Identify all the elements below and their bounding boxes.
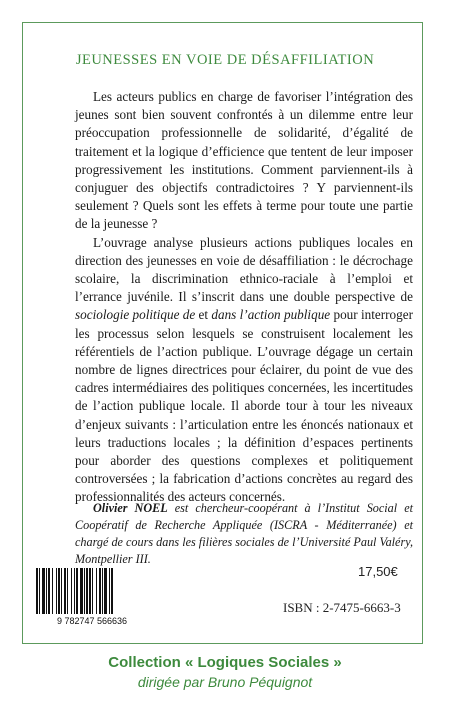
- barcode-number: 9 782747 566636: [56, 616, 128, 626]
- barcode-bar: [96, 568, 97, 614]
- collection-director: dirigée par Bruno Péquignot: [137, 674, 313, 690]
- book-title: JEUNESSES EN VOIE DE DÉSAFFILIATION: [75, 52, 375, 68]
- barcode-bar: [71, 568, 72, 614]
- barcode-bar: [76, 568, 78, 614]
- barcode-bar: [36, 568, 38, 614]
- barcode-bar: [42, 568, 45, 614]
- barcode-bar: [99, 568, 101, 614]
- analysis-text-3: pour interroger les processus selon lesquels se construisent localement les référentiels de l’action publique. L’ouvrage dégage un certain nombre de lignes directrices pour éclairer, du point de vue des cadres intermédiaires des politiques concernées, les incertitudes de l’action publique locale. Il aborde tour à tour les niveaux d’enjeux suivants : l’articulation entre les énoncés nationaux et leurs traductions locales ; la définition d’espaces pertinents pour aborder des questions complexes et politiquement controversées ; la fabrication d’actions concrètes au regard des professionnalités des acteurs concernés.: [75, 307, 413, 505]
- analysis-text-2: et: [195, 307, 212, 323]
- barcode-bar: [67, 568, 68, 614]
- barcode-bar: [86, 568, 88, 614]
- barcode-bar: [64, 568, 66, 614]
- isbn: ISBN : 2-7475-6663-3: [283, 600, 401, 615]
- barcode-bar: [92, 568, 93, 614]
- barcode-bar: [102, 568, 103, 614]
- barcode-bar: [39, 568, 40, 614]
- barcode-bars: [36, 568, 113, 614]
- back-cover-text: [75, 88, 413, 507]
- barcode-bar: [61, 568, 62, 614]
- barcode-bar: [56, 568, 57, 614]
- analysis-italic-2: dans l’action publique: [211, 307, 331, 323]
- paragraph-intro: Les acteurs publics en charge de favoriser l’intégration des jeunes sont bien souvent confrontés à un dilemme entre leur préoccupation professionnelle de solidarité, d’égalité de traitement et la logique d’efficience que tentent de leur imposer progressivement les institutions. Comment parviennent-ils à conjuguer des objectifs contradictoires ? Y parviennent-ils seulement ? Quels sont les effets à terme pour toute une partie de la jeunesse ?: [75, 89, 413, 232]
- barcode-bar: [109, 568, 110, 614]
- paragraph-analysis: [75, 234, 413, 507]
- analysis-italic-1: sociologie politique de: [75, 307, 196, 323]
- barcode-bar: [104, 568, 107, 614]
- barcode-bar: [89, 568, 91, 614]
- price: 17,50€: [358, 564, 398, 579]
- barcode-bar: [52, 568, 53, 614]
- barcode-bar: [80, 568, 83, 614]
- barcode-bar: [111, 568, 113, 614]
- barcode-bar: [84, 568, 85, 614]
- barcode: [34, 568, 150, 626]
- analysis-text-1: L’ouvrage analyse plusieurs actions publiques locales en direction des jeunesses en voie de désaffiliation : le décrochage scolaire, la discrimination ethnico-raciale à l’emploi et l’errance juvénile. Il s’inscrit dans une double perspective de: [75, 234, 413, 305]
- barcode-bar: [48, 568, 50, 614]
- collection-title: Collection « Logiques Sociales »: [108, 654, 342, 671]
- author-bio: [75, 500, 413, 568]
- author-description: est chercheur-coopérant à l’Institut Social et Coopératif de Recherche Appliquée (ISCRA - Méditerranée) et chargé de cours dans les filières sociales de l’Université Paul Valéry, Montpellier III.: [75, 501, 413, 566]
- barcode-bar: [74, 568, 75, 614]
- author-name: Olivier NOEL: [93, 501, 168, 515]
- barcode-bar: [58, 568, 60, 614]
- barcode-bar: [46, 568, 47, 614]
